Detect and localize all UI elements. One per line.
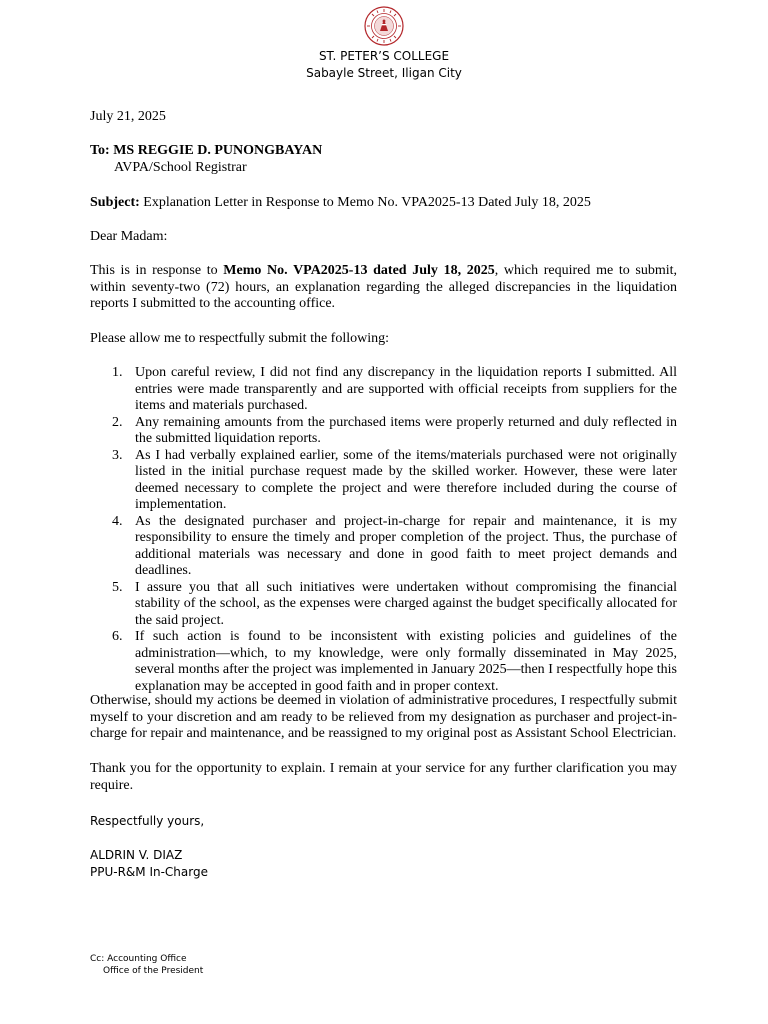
intro-before: This is in response to bbox=[90, 263, 224, 278]
list-item-number: 5. bbox=[112, 579, 123, 595]
closing: Respectfully yours, bbox=[90, 814, 205, 828]
list-item bbox=[90, 629, 677, 695]
college-seal-logo bbox=[364, 6, 404, 46]
list-item-number: 4. bbox=[112, 513, 123, 529]
cc-recipient: Office of the President bbox=[103, 966, 204, 976]
list-item-number: 3. bbox=[112, 447, 123, 463]
list-item bbox=[90, 415, 677, 448]
cc-line bbox=[90, 953, 187, 965]
list-item bbox=[90, 580, 677, 630]
subject-label: Subject: bbox=[90, 195, 140, 210]
memo-reference: Memo No. VPA2025-13 dated July 18, 2025 bbox=[223, 263, 495, 278]
list-item-text: If such action is found to be inconsistent with existing policies and guidelines of the administration—which, to my knowledge, were only formally disseminated in May 2025, several months after the project was implemented in January 2025—then I respectfully hope this explanation may be accepted in good faith and in proper context. bbox=[135, 629, 677, 694]
list-item-text: As I had verbally explained earlier, some of the items/materials purchased were not originally listed in the initial purchase request made by the skilled worker. However, these were later deemed necessary to complete the project and were therefore included during the course of implementation. bbox=[135, 447, 677, 512]
list-item-text: As the designated purchaser and project-in-charge for repair and maintenance, it is my responsibility to ensure the timely and proper completion of the project. Thus, the purchase of additional materials was necessary and done in good faith to meet project demands and deadlines. bbox=[135, 513, 677, 578]
list-item-number: 2. bbox=[112, 414, 123, 430]
cc-recipient: Accounting Office bbox=[107, 954, 187, 964]
explanation-list bbox=[90, 365, 677, 695]
list-item bbox=[90, 448, 677, 514]
list-item-number: 1. bbox=[112, 365, 123, 380]
list-item bbox=[90, 365, 677, 415]
signer-name: ALDRIN V. DIAZ bbox=[90, 848, 183, 862]
list-item-text: I assure you that all such initiatives were undertaken without compromising the financial stability of the school, as the expenses were charged against the budget specifically allocated for the said project. bbox=[135, 579, 677, 628]
letter-date: July 21, 2025 bbox=[90, 109, 166, 124]
recipient-name: MS REGGIE D. PUNONGBAYAN bbox=[113, 143, 323, 158]
thanks-paragraph: Thank you for the opportunity to explain. I remain at your service for any further clarification you may require. bbox=[90, 761, 677, 793]
intro-after: , which required me to submit, within seventy-two (72) hours, an explanation regarding the alleged discrepancies in the liquidation reports I submitted to the accounting office. bbox=[90, 263, 678, 311]
list-item-text: Upon careful review, I did not find any discrepancy in the liquidation reports I submitted. All entries were made transparently and are supported with official receipts from suppliers for the items and materials purchased. bbox=[135, 365, 677, 413]
signer-position: PPU-R&M In-Charge bbox=[90, 865, 208, 879]
subject-line bbox=[90, 195, 677, 212]
school-address: Sabayle Street, Iligan City bbox=[306, 66, 462, 80]
lead-in-paragraph: Please allow me to respectfully submit the following: bbox=[90, 331, 389, 346]
intro-paragraph bbox=[90, 263, 677, 313]
recipient-line bbox=[90, 143, 677, 160]
subject-text: Explanation Letter in Response to Memo No. VPA2025-13 Dated July 18, 2025 bbox=[143, 195, 591, 210]
list-item-number: 6. bbox=[112, 629, 123, 644]
recipient-title: AVPA/School Registrar bbox=[114, 160, 247, 175]
otherwise-paragraph: Otherwise, should my actions be deemed in violation of administrative procedures, I respectfully submit myself to your discretion and am ready to be relieved from my designation as purchaser and project-in-charge for repair and maintenance, and be reassigned to my original post as Assistant School Electrician. bbox=[90, 693, 677, 741]
list-item bbox=[90, 514, 677, 580]
list-item-text: Any remaining amounts from the purchased items were properly returned and duly reflected in the submitted liquidation reports. bbox=[135, 414, 677, 446]
school-name: ST. PETER’S COLLEGE bbox=[318, 49, 450, 63]
recipient-label: To: bbox=[90, 143, 110, 158]
salutation: Dear Madam: bbox=[90, 229, 168, 244]
cc-label: Cc: bbox=[90, 954, 105, 964]
